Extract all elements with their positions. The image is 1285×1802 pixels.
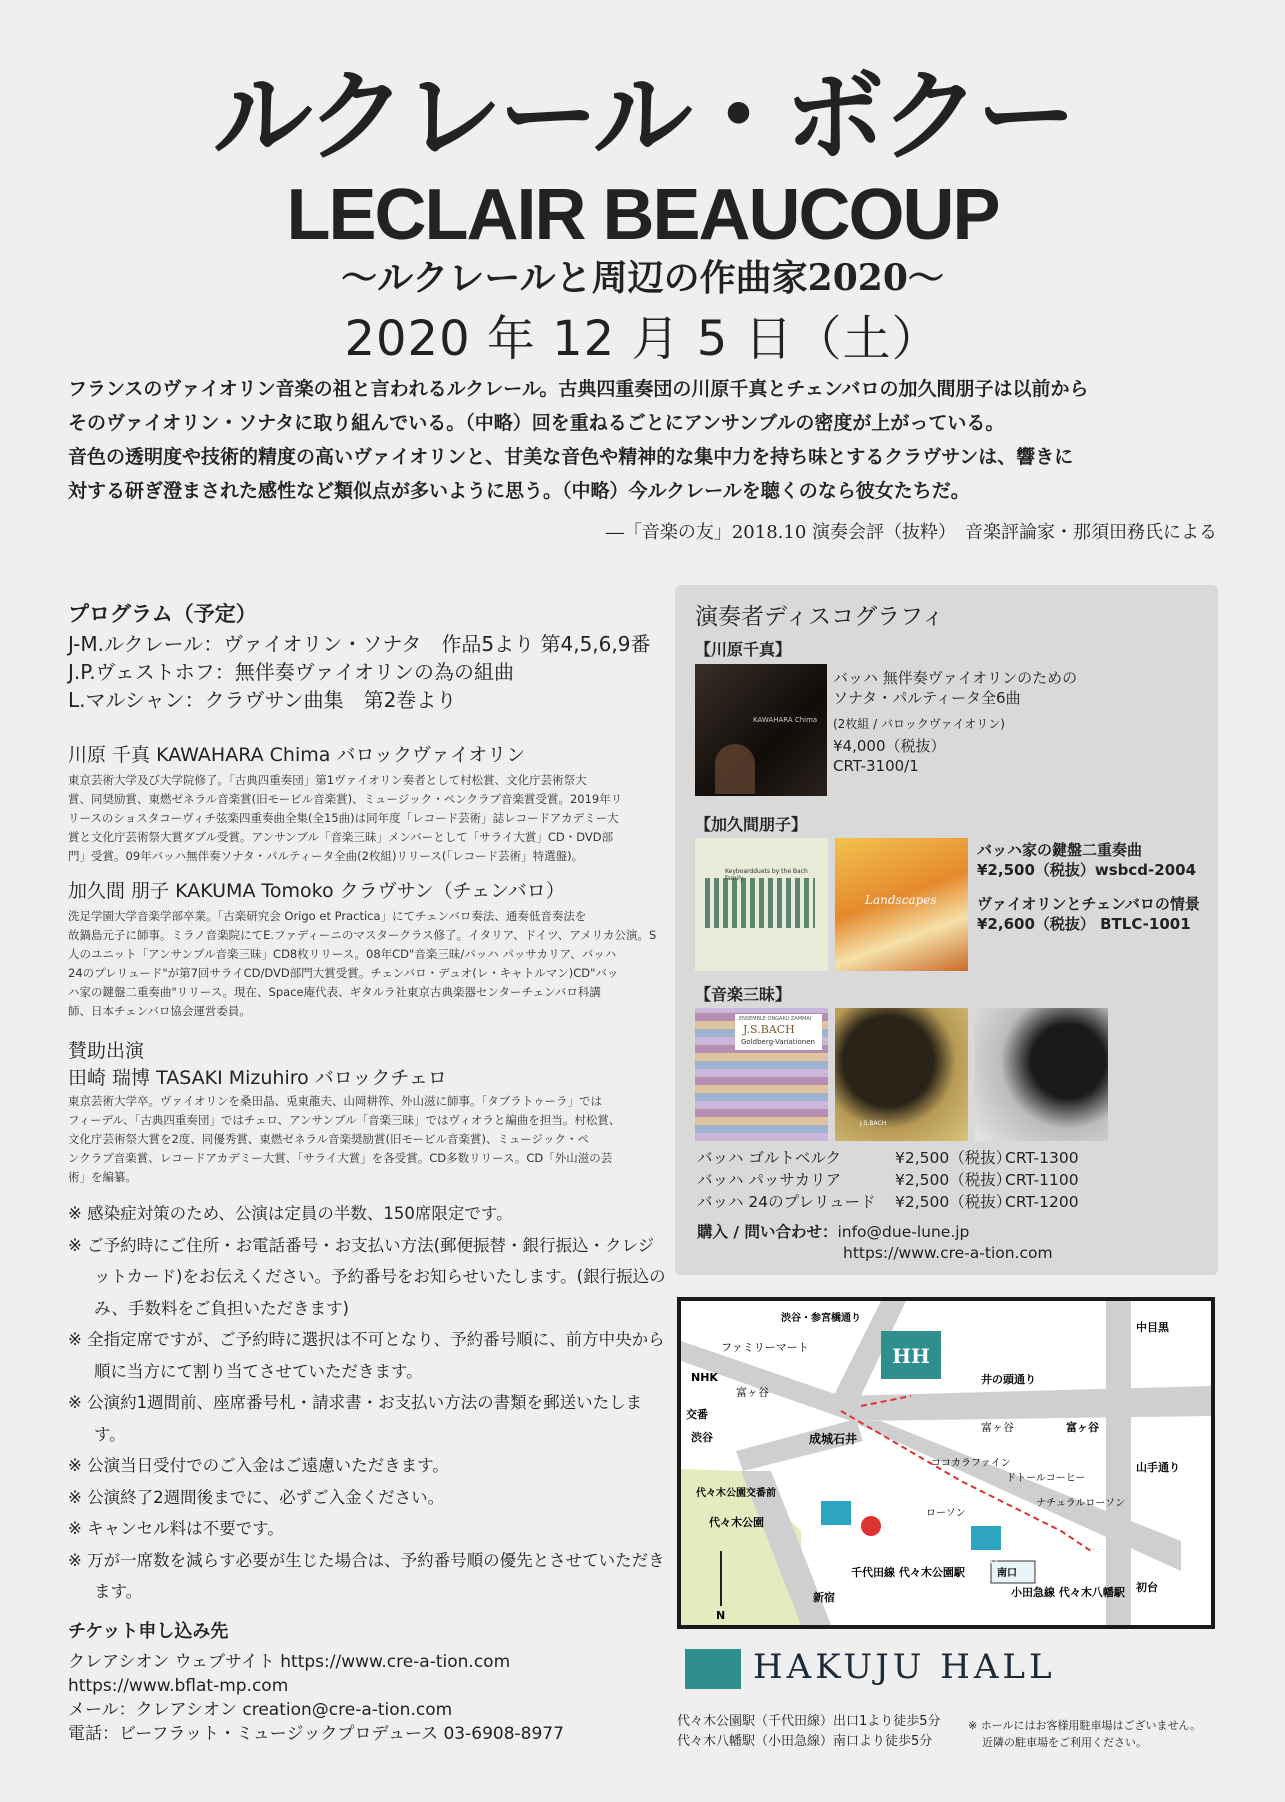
- performer-bio: [68, 907, 668, 1021]
- title-japanese: ルクレール・ボクー: [212, 58, 1073, 175]
- label-exit2: 出口2: [823, 1531, 850, 1542]
- album-code: CRT-1200: [1005, 1193, 1079, 1211]
- label-koban: 交番: [686, 1408, 708, 1421]
- purchase-label: 購入 / 問い合わせ：: [697, 1223, 838, 1241]
- label-family-mart: ファミリーマート: [721, 1341, 809, 1354]
- bio-line: ンクラブ音楽賞、レコードアカデミー大賞、「サライ大賞」を各受賞。CD多数リリース。CD「外山滋の芸: [68, 1151, 613, 1165]
- notice-item: ※ キャンセル料は不要です。: [68, 1519, 284, 1538]
- kawahara-heading: 【川原千真】: [695, 640, 792, 659]
- bio-line: 故鍋島元子に師事。ミラノ音楽院にてE.ファディーニのマスタークラス修了。イタリア、ドイツ、アメリカ公演。S: [68, 928, 657, 942]
- ticket-phone: 電話：ビーフラット・ミュージックプロデュース 03-6908-8977: [68, 1724, 564, 1744]
- hall-logo-mark: [685, 1649, 741, 1689]
- discography-title: 演奏者ディスコグラフィ: [695, 604, 945, 630]
- notice-item: ※ 公演終了2週間後までに、必ずご入金ください。: [68, 1487, 445, 1507]
- label-seijo: 成城石井: [809, 1432, 858, 1446]
- north-label: N: [716, 1609, 726, 1622]
- svg-text:HH: HH: [892, 1344, 930, 1368]
- label-inokashira: 井の頭通り: [981, 1373, 1036, 1386]
- album-title: ヴァイオリンとチェンバロの情景: [977, 895, 1200, 913]
- notice-item: ※ 公演約1週間前、座席番号札・請求書・お支払い方法の書類を郵送いたします。: [68, 1393, 643, 1444]
- album-price: ¥2,600（税抜） BTLC-1001: [977, 915, 1191, 933]
- post-office-icon: [861, 1516, 881, 1536]
- bio-line: 文化庁芸術祭大賞を2度、同優秀賞、東燃ゼネラル音楽奨励賞(旧モービル音楽賞)、ミュージック・ペ: [68, 1132, 590, 1146]
- album-title: バッハ 24のプレリュード: [697, 1193, 876, 1211]
- album-code: CRT-3100/1: [833, 757, 919, 775]
- album-title: ソナタ・パルティータ全6曲: [833, 689, 1021, 707]
- program-item: L.マルシャン：クラヴサン曲集 第2巻より: [68, 688, 457, 712]
- album-jacket-goldberg: [695, 1008, 828, 1141]
- performer-bio: [68, 771, 668, 866]
- label-natural-lawson: ナチュラルローソン: [1036, 1498, 1125, 1509]
- label-doutor: ドトールコーヒー: [1006, 1473, 1086, 1484]
- jacket-text: Keyboardduets by the Bach family: [725, 868, 808, 882]
- intro-line: 対する研ぎ澄まされた感性など類似点が多いように思う。（中略）今ルクレールを聴くのなら彼女たちだ。: [68, 480, 970, 502]
- album-title: バッハ 無伴奏ヴァイオリンのための: [833, 669, 1078, 687]
- notice-list: [68, 1198, 668, 1608]
- jacket-text: J.S.BACH: [860, 1120, 887, 1127]
- sanmai-album-list: [697, 1147, 1197, 1213]
- ticket-title: チケット申し込み先: [68, 1621, 229, 1642]
- performer-tasaki: [68, 1036, 668, 1187]
- intro-quote: [68, 372, 1228, 508]
- album-jacket-passacaglia: [835, 1008, 968, 1141]
- album-jacket-prelude: [975, 1008, 1108, 1141]
- label-nhk: NHK: [691, 1371, 718, 1384]
- exit2-icon: [821, 1501, 851, 1525]
- intro-line: そのヴァイオリン・ソナタに取り組んでいる。（中略）回を重ねるごとにアンサンブルの密度が上がっている。: [68, 412, 1005, 434]
- album-title: バッハ家の鍵盤二重奏曲: [977, 841, 1143, 859]
- ticket-website[interactable]: クレアシオン ウェブサイト https://www.cre-a-tion.com: [68, 1652, 511, 1672]
- label-odakyu: 小田急線 代々木八幡駅: [1011, 1586, 1125, 1599]
- performer-bio: [68, 1092, 668, 1187]
- kakuma-heading: 【加久間朋子】: [695, 815, 808, 834]
- label-tomigaya-3: 富ヶ谷: [1066, 1421, 1099, 1434]
- title-english: LECLAIR BEAUCOUP: [286, 175, 999, 255]
- exit1-icon: [971, 1526, 1001, 1550]
- hall-access: [677, 1712, 941, 1752]
- kawahara-album-info: [833, 668, 1203, 776]
- bio-line: ハ家の鍵盤二重奏曲"リリース。現在、Space庵代表、ギタルラ社東京古典楽器センターチェンバロ科講: [68, 985, 601, 999]
- bio-line: 術」を編纂。: [68, 1170, 137, 1184]
- jacket-ensemble: ENSEMBLE ONGAKU ZAMMAI: [739, 1016, 812, 1022]
- album-title: バッハ ゴルトベルク: [697, 1149, 842, 1167]
- album-price: ¥2,500（税抜）: [895, 1171, 1012, 1189]
- album-price: ¥4,000（税抜）: [833, 737, 946, 755]
- access-line: 代々木公園駅（千代田線）出口1より徒歩5分: [677, 1714, 941, 1729]
- label-tomigaya-2: 富ヶ谷: [981, 1421, 1014, 1434]
- parking-line: 近隣の駐車場をご利用ください。: [982, 1736, 1147, 1749]
- label-yoyogi-park: 代々木公園: [709, 1516, 764, 1529]
- program-item: J.P.ヴェストホフ：無伴奏ヴァイオリンの為の組曲: [68, 660, 514, 684]
- label-route: 渋谷・参宮橋通り: [781, 1313, 861, 1324]
- label-shinjuku: 新宿: [813, 1591, 835, 1604]
- program-list: [68, 630, 668, 714]
- album-jacket-kawahara: [695, 664, 827, 796]
- notice-item: ※ 公演当日受付でのご入金はご遠慮いただきます。: [68, 1456, 449, 1475]
- jacket-text: J.S.BACH: [743, 1023, 795, 1036]
- notice-item: ※ 万が一席数を減らす必要が生じた場合は、予約番号順の優先とさせていただきます。: [68, 1550, 665, 1601]
- map-svg: [681, 1301, 1211, 1625]
- label-shibuya: 渋谷: [691, 1431, 713, 1444]
- program-item: J-M.ルクレール：ヴァイオリン・ソナタ 作品5より 第4,5,6,9番: [68, 632, 651, 656]
- label-minamiguchi: 南口: [997, 1568, 1017, 1579]
- label-exit1: 出口1: [973, 1555, 1000, 1566]
- bio-line: フィーデル、「古典四重奏団」ではチェロ、アンサンブル「音楽三昧」ではヴィオラと編曲を担当。村松賞、: [68, 1113, 621, 1127]
- sanmai-row: [697, 1191, 1197, 1213]
- sanmai-row: [697, 1169, 1197, 1191]
- hall-name: HAKUJU HALL: [753, 1647, 1056, 1687]
- album-price: ¥2,500（税抜）: [895, 1193, 1012, 1211]
- bio-line: 24のプレリュード"が第7回サライCD/DVD部門大賞受賞。チェンバロ・デュオ(レ・キャトルマン)CD"バッ: [68, 966, 619, 980]
- sanmai-heading: 【音楽三昧】: [695, 985, 792, 1004]
- bio-line: 賞、同奨励賞、東燃ゼネラル音楽賞(旧モービル音楽賞)、ミュージック・ペンクラブ音楽賞受賞。2019年リ: [68, 792, 623, 806]
- kakuma-album-info: [977, 840, 1212, 934]
- subtitle: 〜ルクレールと周辺の作曲家2020〜: [341, 257, 944, 299]
- parking-note: [968, 1717, 1201, 1751]
- jacket-text: Landscapes: [865, 893, 937, 907]
- bio-line: 師、日本チェンバロ協会運営委員。: [68, 1004, 251, 1018]
- parking-line: ※ ホールにはお客様用駐車場はございません。: [968, 1719, 1202, 1732]
- notice-item: ※ 全指定席ですが、ご予約時に選択は不可となり、予約番号順に、前方中央から順に当方にて割り当てさせていただきます。: [68, 1330, 665, 1381]
- support-label: 賛助出演: [68, 1040, 145, 1062]
- notice-item: ※ ご予約時にご住所・お電話番号・お支払い方法(郵便振替・銀行振込・クレジットカード)をお伝えください。予約番号をお知らせいたします。(銀行振込のみ、手数料をご負担いただきます): [68, 1235, 666, 1318]
- label-nakameguro: 中目黒: [1136, 1321, 1169, 1334]
- bio-line: 賞と文化庁芸術祭大賞ダブル受賞。アンサンブル「音楽三昧」メンバーとして「サライ大賞」CD・DVD部: [68, 830, 614, 844]
- ticket-email[interactable]: メール：クレアシオン creation@cre-a-tion.com: [68, 1700, 453, 1720]
- album-code: CRT-1300: [1005, 1149, 1079, 1167]
- bio-line: 洗足学園大学音楽学部卒業。「古楽研究会 Origo et Practica」にてチェンバロ奏法、通奏低音奏法を: [68, 909, 587, 923]
- program-title: プログラム（予定）: [68, 602, 257, 626]
- hakuju-hall-logo: [685, 1647, 1056, 1689]
- bio-line: 東京芸術大学卒。ヴァイオリンを桑田晶、兎東龍夫、山岡耕筰、外山滋に師事。「タブラトゥーラ」では: [68, 1094, 602, 1108]
- purchase-info: [697, 1222, 1053, 1264]
- album-price: ¥2,500（税抜）: [895, 1149, 1012, 1167]
- intro-line: 音色の透明度や技術的精度の高いヴァイオリンと、甘美な音色や精神的な集中力を持ち味とするクラヴサンは、響きに: [68, 446, 1074, 468]
- ticket-url[interactable]: https://www.bflat-mp.com: [68, 1676, 289, 1696]
- label-chiyoda: 千代田線 代々木公園駅: [851, 1566, 965, 1579]
- access-line: 代々木八幡駅（小田急線）南口より徒歩5分: [677, 1734, 933, 1749]
- access-map: [677, 1297, 1215, 1629]
- performer-name: 加久間 朋子 KAKUMA Tomoko クラヴサン（チェンバロ）: [68, 880, 565, 902]
- bio-line: 門」受賞。09年バッハ無伴奏ソナタ・パルティータ全曲(2枚組)リリース(「レコード芸術」特選盤)。: [68, 849, 584, 863]
- road-yamate: [1106, 1301, 1131, 1625]
- intro-line: フランスのヴァイオリン音楽の祖と言われるルクレール。古典四重奏団の川原千真とチェンバロの加久間朋子は以前から: [68, 378, 1089, 400]
- label-yamate: 山手通り: [1136, 1461, 1180, 1474]
- album-title: バッハ パッサカリア: [697, 1171, 842, 1189]
- notice-item: ※ 感染症対策のため、公演は定員の半数、150席限定です。: [68, 1204, 513, 1223]
- performer-kakuma: [68, 876, 668, 1021]
- album-price: ¥2,500（税抜）wsbcd-2004: [977, 861, 1197, 879]
- label-hatsudai: 初台: [1136, 1581, 1158, 1594]
- sanmai-row: [697, 1147, 1197, 1169]
- purchase-url[interactable]: https://www.cre-a-tion.com: [843, 1244, 1053, 1262]
- jacket-text: KAWAHARA Chima: [753, 716, 818, 724]
- bio-line: リースのショスタコーヴィチ弦楽四重奏曲全集(全15曲)は同年度「レコード芸術」誌レコードアカデミー大: [68, 811, 619, 825]
- bio-line: 人のユニット「アンサンブル音楽三昧」CD8枚リリース。08年CD"音楽三昧/バッハ パッサカリア、バッハ: [68, 947, 617, 961]
- performer-kawahara: [68, 740, 668, 866]
- album-jacket-kakuma-2: [835, 838, 968, 971]
- album-code: CRT-1100: [1005, 1171, 1079, 1189]
- label-police-box: 代々木公園交番前: [696, 1488, 776, 1499]
- jacket-keyboard: [705, 878, 815, 928]
- purchase-email[interactable]: info@due-lune.jp: [837, 1223, 970, 1241]
- performer-name: 川原 千真 KAWAHARA Chima バロックヴァイオリン: [68, 744, 526, 766]
- bio-line: 東京芸術大学及び大学院修了。「古典四重奏団」第1ヴァイオリン奏者として村松賞、文化庁芸術祭大: [68, 773, 587, 787]
- review-source: ―「音楽の友」2018.10 演奏会評（抜粋） 音楽評論家・那須田務氏による: [605, 522, 1217, 543]
- jacket-subtitle: Goldberg-Variationen: [741, 1038, 815, 1046]
- label-lawson: ローソン: [926, 1508, 966, 1519]
- concert-date: 2020 年 12 月 5 日（土）: [344, 311, 941, 367]
- label-tomigaya-1: 富ヶ谷: [736, 1386, 769, 1399]
- jacket-figure: [715, 744, 755, 794]
- album-note: (2枚組 / バロックヴァイオリン): [833, 717, 1005, 731]
- performer-name: 田崎 瑞博 TASAKI Mizuhiro バロックチェロ: [68, 1067, 447, 1089]
- album-jacket-kakuma-1: [695, 838, 828, 971]
- ticket-info: [68, 1620, 668, 1746]
- label-kokokara: ココカラファイン: [931, 1458, 1011, 1469]
